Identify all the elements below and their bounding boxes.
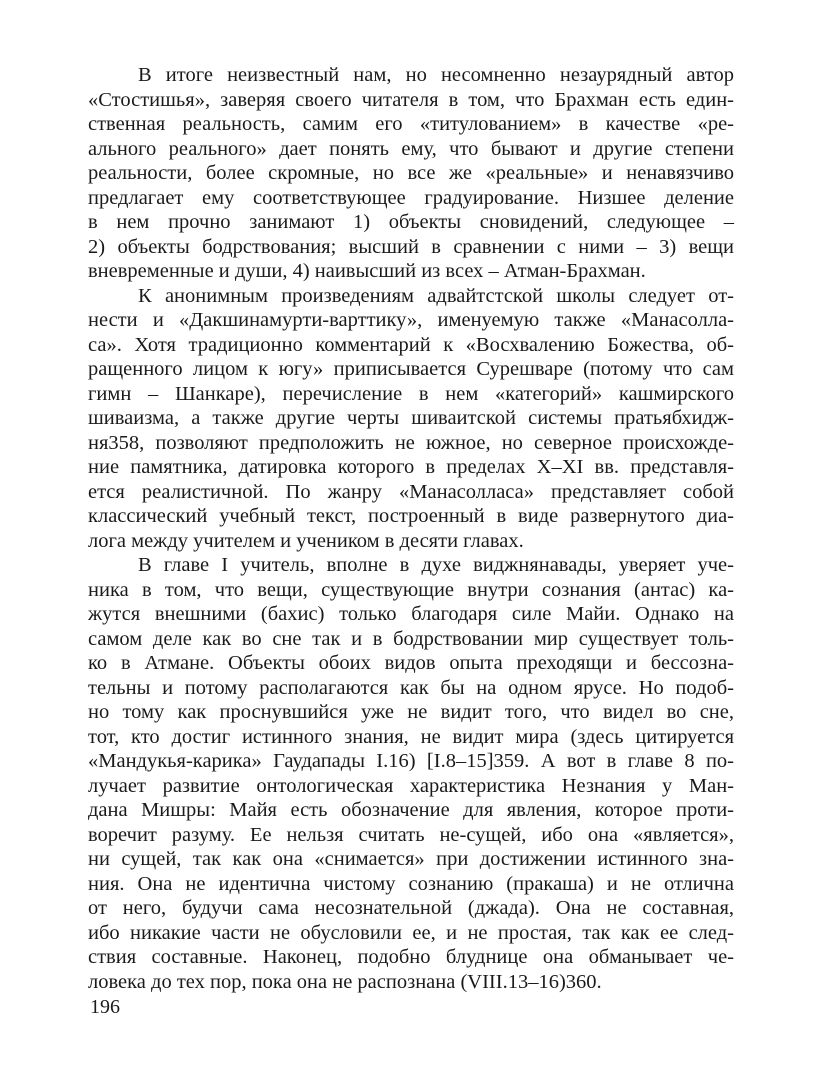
text-line: шиваизма, а также другие черты шиваитской системы пратьябхидж-: [88, 407, 734, 429]
text-line: тельны и потому располагаются как бы на одном ярусе. Но подоб-: [88, 676, 734, 699]
paragraph-1: [88, 63, 734, 284]
text-line: ствия составные. Наконец, подобно блуднице она обманывает че-: [88, 946, 734, 968]
text-line: ко в Атмане. Объекты обоих видов опыта преходящи и бессозна-: [88, 652, 734, 674]
text-line: воречит разуму. Ее нельзя считать не-сущей, ибо она «является»,: [88, 823, 734, 846]
text-line: ника в том, что вещи, существующие внутри сознания (антас) ка-: [88, 578, 734, 601]
text-line: ня358, позволяют предположить не южное, но северное происхожде-: [88, 431, 734, 454]
paragraph-3: [88, 553, 734, 994]
text-line: ния. Она не идентична чистому сознанию (пракаша) и не отлична: [88, 872, 734, 895]
text-line: ального реального» дает понять ему, что бывают и другие степени: [88, 137, 734, 160]
text-line: нести и «Дакшинамурти-варттику», именуемую также «Манасолла-: [88, 309, 734, 331]
page-number: 196: [90, 996, 120, 1018]
text-line: К анонимным произведениям адвайтстской школы следует от-: [138, 284, 734, 307]
text-line: ни сущей, так как она «снимается» при достижении истинного зна-: [88, 848, 734, 870]
text-line: ращенного лицом к югу» приписывается Сурешваре (потому что сам: [88, 358, 734, 380]
text-line: дана Мишры: Майя есть обозначение для явления, которое проти-: [88, 799, 734, 821]
text-line: ние памятника, датировка которого в пределах X–XI вв. представля-: [88, 456, 734, 478]
text-line: 2) объекты бодрствования; высший в сравнении с ними – 3) вещи: [88, 235, 734, 258]
text-line: лучает развитие онтологическая характеристика Незнания у Ман-: [88, 774, 734, 797]
text-line: гимн – Шанкаре), перечисление в нем «категорий» кашмирского: [88, 382, 734, 405]
text-line: тот, кто достиг истинного знания, не видит мира (здесь цитируется: [88, 725, 734, 748]
text-line: но тому как проснувшийся уже не видит того, что видел во сне,: [88, 701, 734, 723]
text-line: «Стостишья», заверяя своего читателя в том, что Брахман есть един-: [88, 88, 734, 111]
text-line: «Мандукья-карика» Гаудапады I.16) [I.8–15]359. А вот в главе 8 по-: [88, 750, 734, 772]
text-line: реальности, более скромные, но все же «реальные» и ненавязчиво: [88, 162, 734, 184]
paragraph-2: [88, 284, 734, 554]
text-line: ется реалистичной. По жанру «Манасолласа» представляет собой: [88, 480, 734, 503]
text-line: классический учебный текст, построенный в виде развернутого диа-: [88, 505, 734, 527]
text-line: в нем прочно занимают 1) объекты сновидений, следующее –: [88, 211, 734, 233]
text-line: от него, будучи сама несознательной (джада). Она не составная,: [88, 897, 734, 919]
text-line: В главе I учитель, вполне в духе виджнянавады, уверяет уче-: [138, 554, 734, 576]
text-line: жутся внешними (бахис) только благодаря силе Майи. Однако на: [88, 603, 734, 625]
text-line: В итоге неизвестный нам, но несомненно незаурядный автор: [138, 64, 734, 86]
text-line: лога между учителем и учеником в десяти главах.: [88, 529, 524, 552]
text-line: вневременные и души, 4) наивысший из всех – Атман-Брахман.: [88, 260, 646, 282]
text-line: са». Хотя традиционно комментарий к «Восхвалению Божества, об-: [88, 333, 734, 356]
page-body: [88, 63, 734, 994]
text-line: ственная реальность, самим его «титулованием» в качестве «ре-: [88, 113, 734, 135]
text-line: самом деле как во сне так и в бодрствовании мир существует толь-: [88, 627, 734, 650]
text-line: ибо никакие части не обусловили ее, и не простая, так как ее след-: [88, 921, 734, 944]
text-line: предлагает ему соответствующее градуирование. Низшее деление: [88, 186, 734, 209]
text-line: ловека до тех пор, пока она не распознана (VIII.13–16)360.: [88, 970, 602, 993]
